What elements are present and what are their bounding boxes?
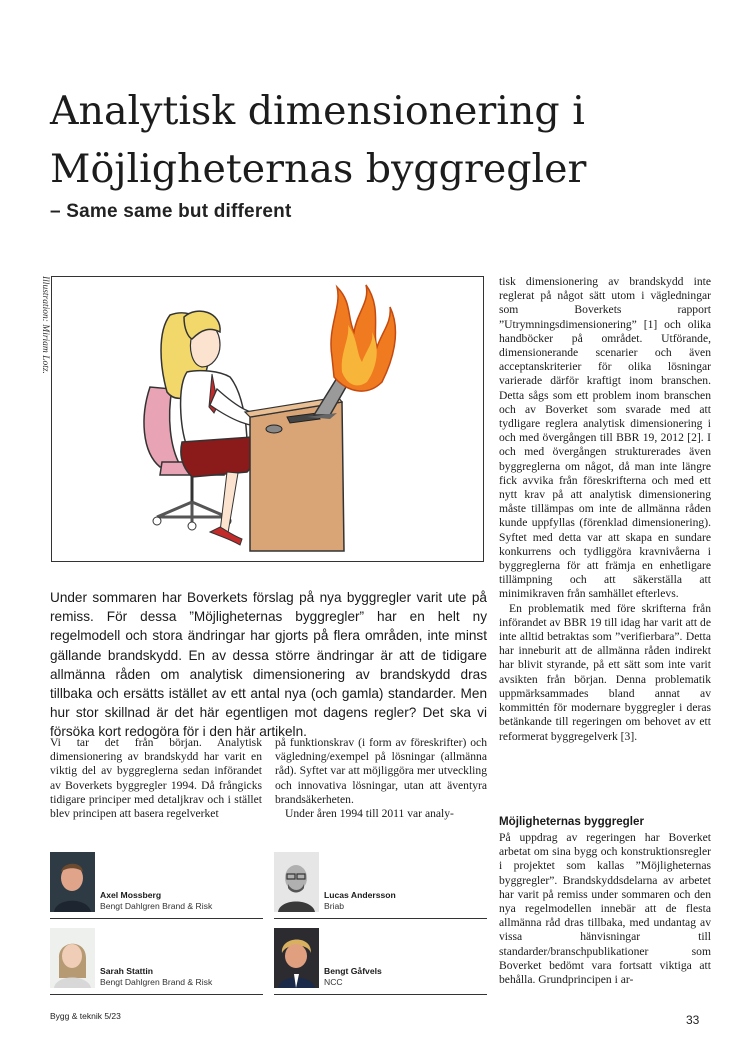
author-photo	[50, 928, 95, 988]
title-line-1: Analytisk dimensionering i	[50, 88, 585, 134]
author-name: Bengt Gåfvels	[324, 966, 382, 976]
author-card	[50, 928, 263, 995]
author-org: NCC	[324, 977, 343, 987]
author-photo	[274, 928, 319, 988]
column-right-lower	[499, 831, 711, 987]
author-name: Lucas Andersson	[324, 890, 396, 900]
title-line-2: Möjligheternas byggregler	[50, 146, 587, 192]
article-lead: Under sommaren har Boverkets förslag på nya byggregler varit ute på remiss. För dessa ”Möjligheternas byggregler” har en helt ny regelmodell och stora ändringar har gjorts på flera områden, inte minst gällande brandskydd. En av dessa större ändringar är att de tidigare allmänna råden om analytisk dimensionering av brandskydd dras tillbaka och ersätts istället av ett antal nya (och gamla) standarder. Men hur stor skillnad är det här egentligen mot dagens regler? Det ska vi försöka kort redogöra för i den här artikeln.	[50, 590, 487, 740]
column-middle	[275, 736, 487, 821]
illustration	[51, 276, 484, 562]
illustration-drawing	[52, 277, 483, 561]
paragraph: Vi tar det från början. Analytisk dimensionering av brandskydd har varit en viktig del av byggreglerna sedan införandet av Boverkets byggregler 1994. Då frångicks tidigare principer med detaljkrav och i stället blev principen att basera regelverket	[50, 736, 262, 821]
author-portrait	[274, 852, 319, 912]
author-org: Briab	[324, 901, 345, 911]
author-card	[274, 928, 487, 995]
paragraph: Under åren 1994 till 2011 var analy-	[285, 807, 454, 821]
paragraph: tisk dimensionering av brandskydd inte reglerat på något sätt utom i vägledningar som Boverkets rapport ”Utrymningsdimensionering” [1] och olika handböcker på området. Utförande, dimensionerande scenarier och även acceptanskriterier för olika lösningar varierade därför kraftigt inom branschen. Detta sågs som ett problem inom branschen och av Boverket som svarade med att tydligare reglera analytisk dimensionering i och med övergången till BBR 19, 2012 [2]. I och med övergången strukturerades även byggreglerna om något, då man inte längre fick avvika från föreskrifterna och med ett nytt krav på att analytisk dimensionering måste tillämpas om inte de allmänna råden kunde uppfyllas (förenklad dimensionering). Syftet med detta var att skapa en sundare konkurrens och tydliggöra kravnivåerna i byggreglerna för att främja en enhetligare tillämpning och att säkerställa att minimikraven från samhället efterlevs.	[499, 275, 711, 601]
author-org: Bengt Dahlgren Brand & Risk	[100, 901, 213, 911]
author-portrait	[50, 928, 95, 988]
author-card	[50, 852, 263, 919]
paragraph: På uppdrag av regeringen har Boverket arbetat om sina bygg och konstruktionsregler i projektet som kallas ”Möjligheternas byggregler”. Brandskyddsdelarna av arbetet har varit på remiss under sommaren och den nya regelmodellen innebär att de flesta allmänna råd dras tillbaka, med undantag av vissa hänvisningar till standarder/branschpublikationer som Boverket bedömt vara fortsatt viktiga att behålla. Grundprincipen i ar-	[499, 831, 711, 987]
paragraph: En problematik med före skrifterna från införandet av BBR 19 till idag har varit att de inte alltid betraktas som ”verifierbara”. Detta har inneburit att de allmänna råden indirekt har blivit styrande, på ett sätt som inte varit avsikten från början. Denna problematik uppmärksammades bland annat av kommittén för modernare byggregler i deras betänkande till regeringen om behovet av ett reformerat byggregelverk [3].	[499, 601, 711, 743]
author-portrait	[274, 928, 319, 988]
author-name: Sarah Stattin	[100, 966, 154, 976]
paragraph: på funktionskrav (i form av föreskrifter) och vägledning/exempel på lösningar (allmänna råd). Syftet var att möjliggöra mer utveckling och innovativa lösningar, utan att äventyra brandsäkerheten.	[275, 736, 487, 806]
section-heading: Möjligheternas byggregler	[499, 815, 644, 828]
author-portrait	[50, 852, 95, 912]
author-name: Axel Mossberg	[100, 890, 162, 900]
author-photo	[50, 852, 95, 912]
column-right	[499, 275, 711, 744]
illustration-credit: Illustration: Miriam Lotz.	[40, 276, 50, 374]
page-number: 33	[686, 1013, 700, 1027]
publication-name: Bygg & teknik 5/23	[50, 1011, 121, 1021]
author-photo	[274, 852, 319, 912]
author-card	[274, 852, 487, 919]
article-title	[50, 82, 710, 198]
column-left	[50, 736, 262, 821]
article-subtitle: – Same same but different	[50, 201, 292, 222]
author-org: Bengt Dahlgren Brand & Risk	[100, 977, 213, 987]
